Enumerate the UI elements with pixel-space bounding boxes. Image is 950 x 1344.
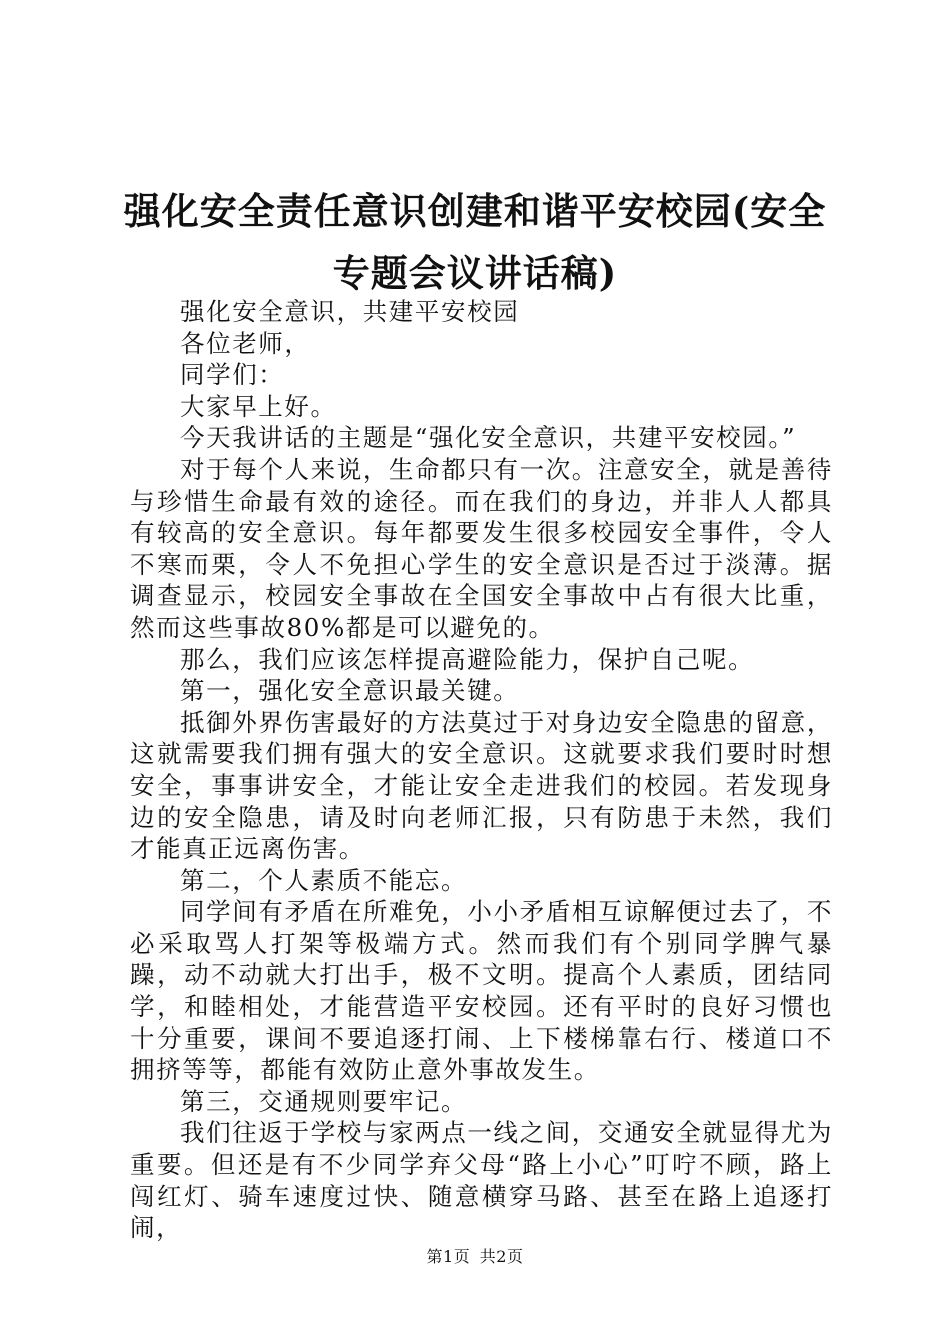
paragraph-greeting-teachers: 各位老师， (180, 328, 311, 358)
paragraph-subtitle: 强化安全意识，共建平安校园 (180, 297, 520, 326)
document-body (130, 296, 833, 1244)
paragraph-personal-quality: 同学间有矛盾在所难免，小小矛盾相互谅解便过去了，不必采取骂人打架等极端方式。然而我们有个别同学脾气暴躁，动不动就大打出手，极不文明。提高个人素质，团结同学，和睦相处，才能营造平安校园。还有平时的良好习惯也十分重要，课间不要追逐打闹、上下楼梯靠右行、楼道口不拥挤等等，都能有效防止意外事故发生。 (130, 897, 833, 1085)
paragraph-traffic: 我们往返于学校与家两点一线之间，交通安全就显得尤为重要。但还是有不少同学弃父母“路上小心”叮咛不顾，路上闯红灯、骑车速度过快、随意横穿马路、甚至在路上追逐打闹， (130, 1118, 833, 1243)
paragraph-awareness: 抵御外界伤害最好的方法莫过于对身边安全隐患的留意，这就需要我们拥有强大的安全意识。这就要求我们要时时想安全，事事讲安全，才能让安全走进我们的校园。若发现身边的安全隐患，请及时向老师汇报，只有防患于未然，我们才能真正远离伤害。 (130, 707, 833, 864)
page-footer (0, 1244, 950, 1267)
paragraph-question: 那么，我们应该怎样提高避险能力，保护自己呢。 (180, 644, 755, 674)
page-number: 第1页 (426, 1247, 471, 1266)
paragraph-point-one: 第一，强化安全意识最关键。 (180, 676, 520, 706)
paragraph-good-morning: 大家早上好。 (180, 391, 337, 421)
document-title: 强化安全责任意识创建和谐平安校园(安全专题会议讲话稿) (123, 189, 827, 295)
paragraph-greeting-students: 同学们： (180, 360, 285, 390)
paragraph-point-two: 第二，个人素质不能忘。 (180, 865, 468, 895)
paragraph-topic: 今天我讲话的主题是“强化安全意识，共建平安校园。” (180, 423, 797, 453)
paragraph-point-three: 第三，交通规则要牢记。 (180, 1086, 468, 1116)
paragraph-life-once: 对于每个人来说，生命都只有一次。注意安全，就是善待与珍惜生命最有效的途径。而在我们的身边，并非人人都具有较高的安全意识。每年都要发生很多校园安全事件，令人不寒而栗，令人不免担心学生的安全意识是否过于淡薄。据调查显示，校园安全事故在全国安全事故中占有很大比重，然而这些事故80%都是可以避免的。 (130, 454, 833, 642)
page-total: 共2页 (479, 1247, 524, 1266)
